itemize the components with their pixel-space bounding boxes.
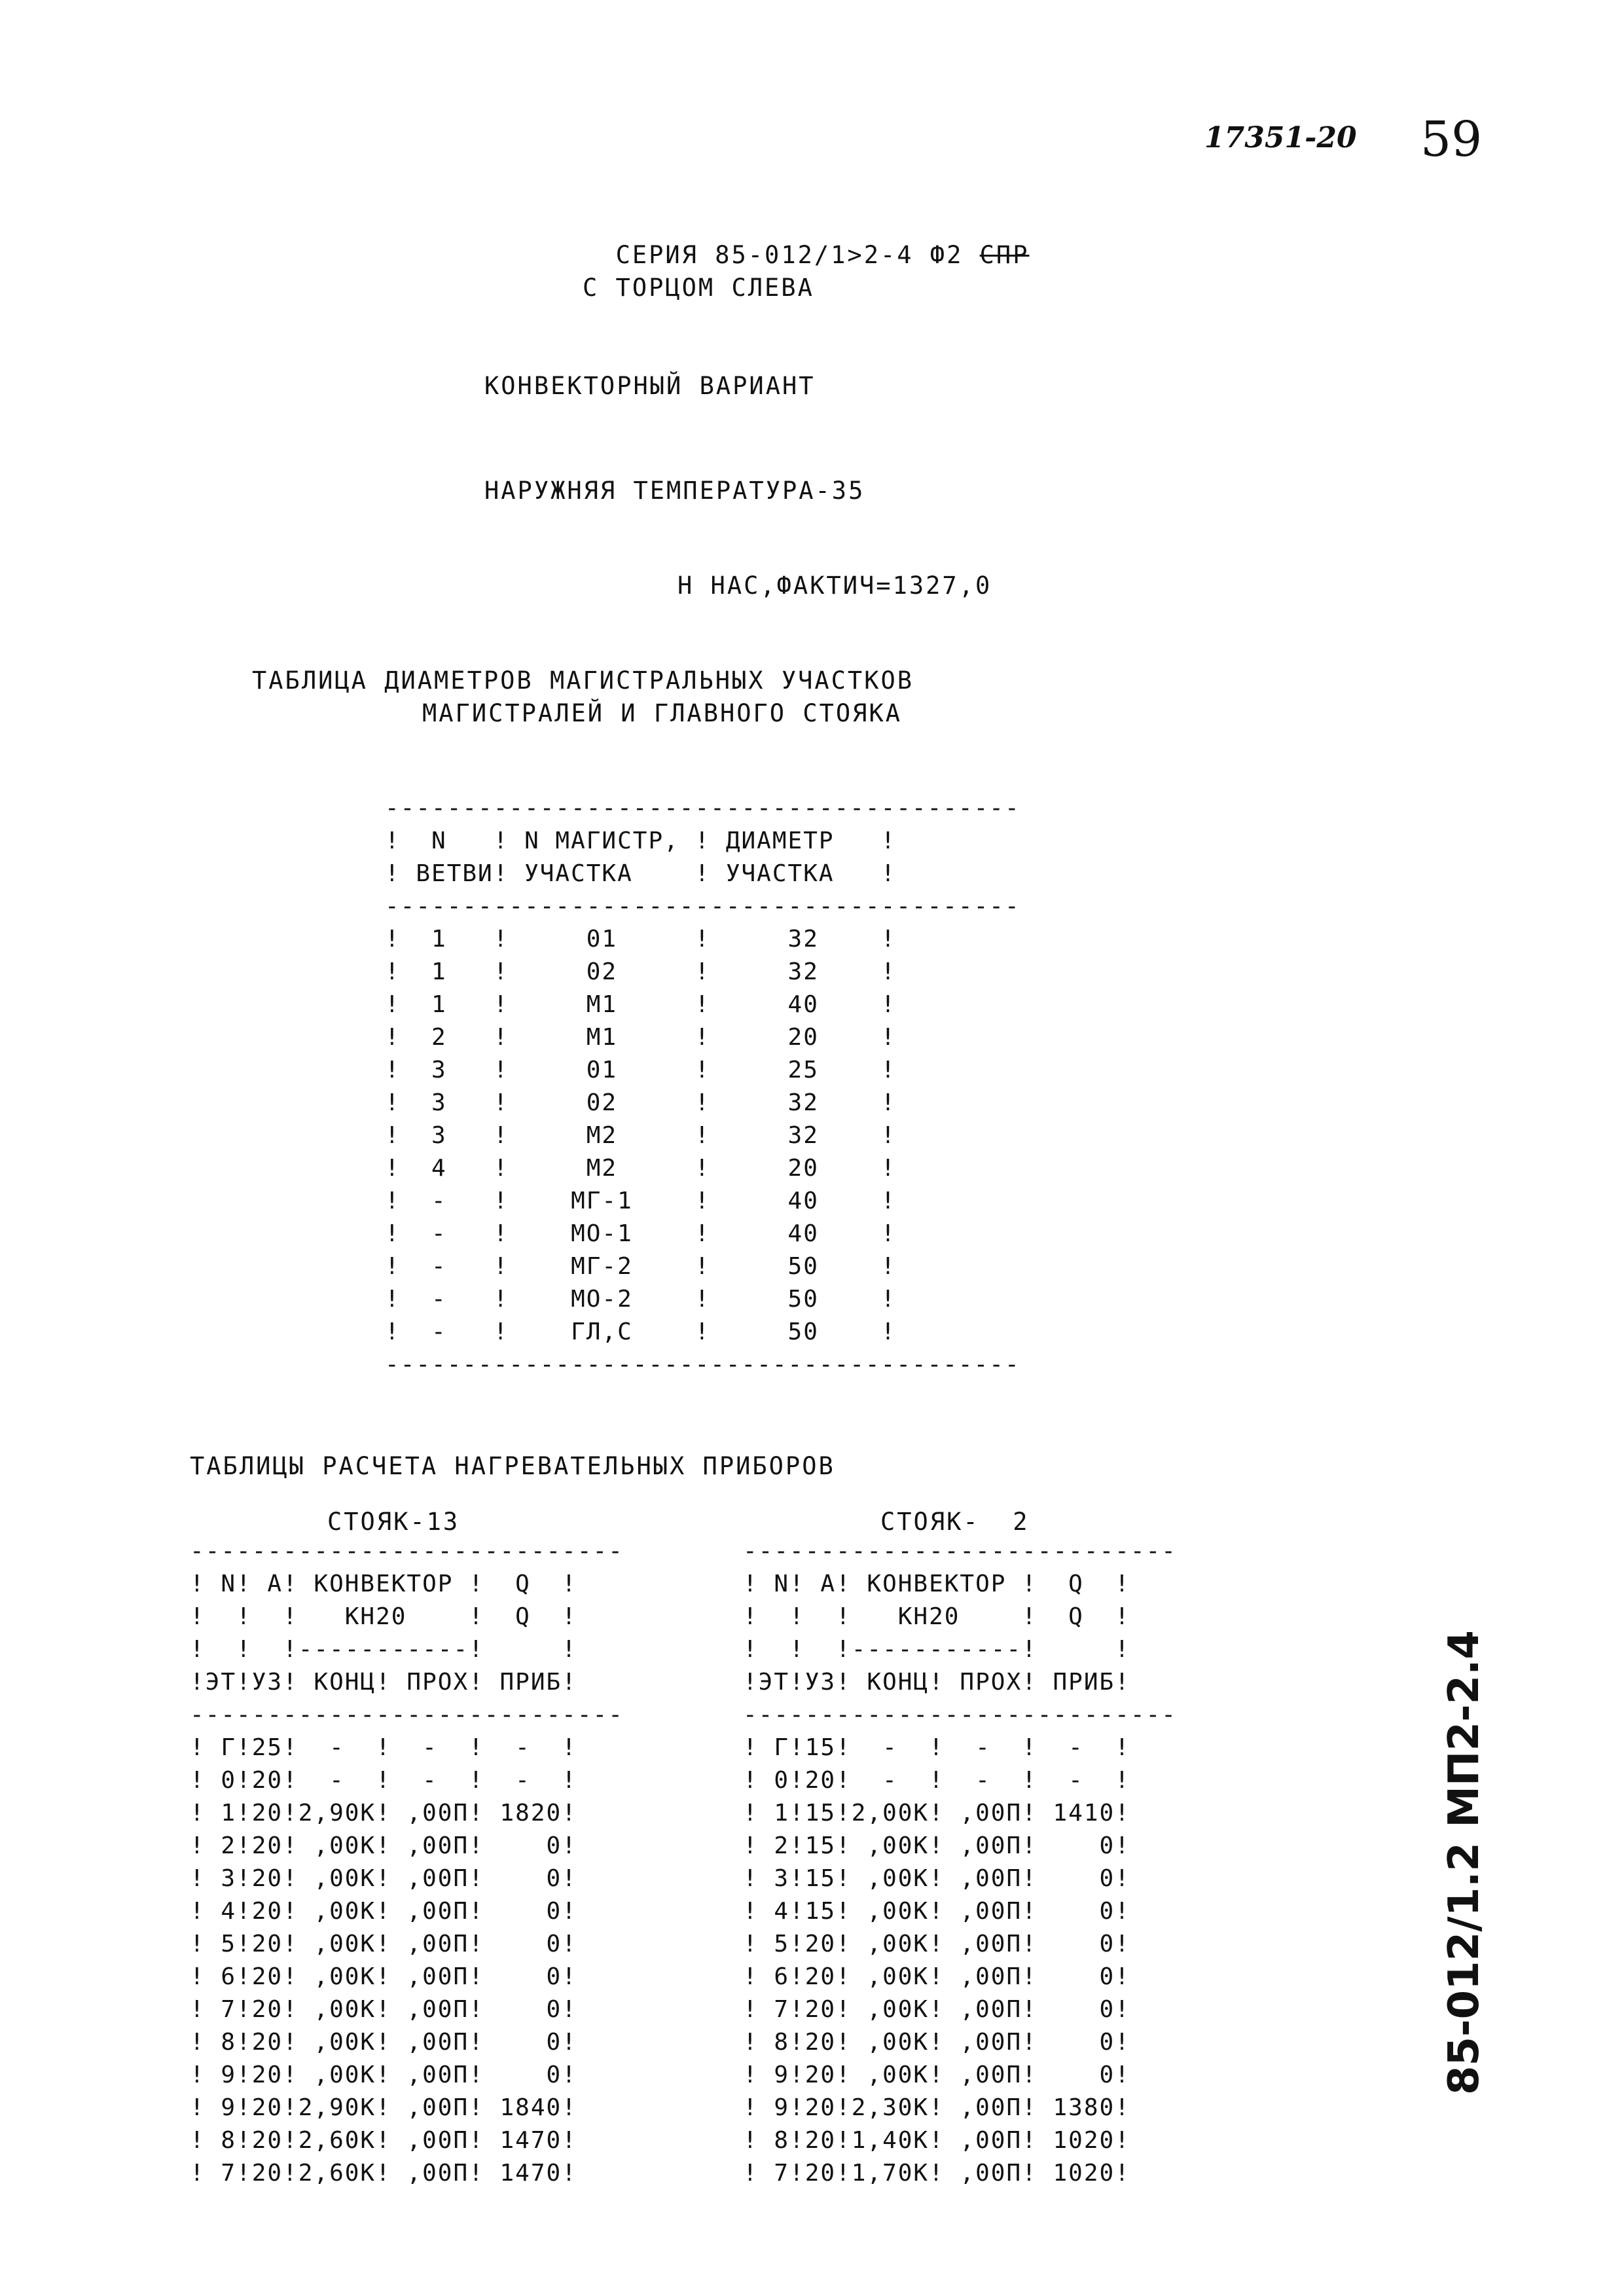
- series-struck-text: СПР: [979, 241, 1030, 269]
- table-row: ! - ! МО-1 ! 40 !: [385, 1220, 897, 1247]
- table-header-row: ! ! ! КН20 ! Q !: [190, 1603, 577, 1630]
- table-row: ! - ! МГ-2 ! 50 !: [385, 1253, 897, 1280]
- table-rule: ----------------------------: [743, 1701, 1177, 1728]
- table-row: ! 5!20! ,00К! ,00П! 0!: [190, 1931, 577, 1957]
- riser-right-table: [743, 1535, 1177, 2190]
- table-row: ! 1!15!2,00К! ,00П! 1410!: [743, 1800, 1130, 1827]
- table-header-row: !ЭТ!УЗ! КОНЦ! ПРОХ! ПРИБ!: [190, 1669, 577, 1696]
- diameter-table-heading-1: ТАБЛИЦА ДИАМЕТРОВ МАГИСТРАЛЬНЫХ УЧАСТКОВ: [252, 666, 914, 695]
- table-row: ! 3 ! 02 ! 32 !: [385, 1089, 897, 1116]
- table-row: ! 9!20! ,00К! ,00П! 0!: [190, 2062, 577, 2088]
- riser-left-title: СТОЯК-13: [327, 1508, 460, 1536]
- heaters-heading: ТАБЛИЦЫ РАСЧЕТА НАГРЕВАТЕЛЬНЫХ ПРИБОРОВ: [190, 1452, 835, 1480]
- riser-left-table: [190, 1535, 624, 2190]
- table-row: ! - ! ГЛ,С ! 50 !: [385, 1318, 897, 1345]
- table-rule: -----------------------------------------: [385, 1351, 1020, 1378]
- table-header-row: ! ! !-----------! !: [190, 1636, 577, 1663]
- table-row: ! 8!20!2,60К! ,00П! 1470!: [190, 2127, 577, 2154]
- table-header-row: ! N ! N МАГИСТР, ! ДИАМЕТР !: [385, 827, 897, 854]
- table-header-row: ! N! А! КОНВЕКТОР ! Q !: [743, 1571, 1130, 1597]
- table-row: ! 9!20!2,90К! ,00П! 1840!: [190, 2094, 577, 2121]
- table-row: ! 1 ! М1 ! 40 !: [385, 991, 897, 1018]
- riser-right-title: СТОЯК- 2: [880, 1508, 1030, 1536]
- table-header-row: !ЭТ!УЗ! КОНЦ! ПРОХ! ПРИБ!: [743, 1669, 1130, 1696]
- table-row: ! - ! МГ-1 ! 40 !: [385, 1188, 897, 1214]
- table-row: ! Г!15! - ! - ! - !: [743, 1734, 1130, 1761]
- table-row: ! 7!20! ,00К! ,00П! 0!: [743, 1996, 1130, 2023]
- table-row: ! 9!20!2,30К! ,00П! 1380!: [743, 2094, 1130, 2121]
- page-number: 59: [1420, 111, 1483, 168]
- table-rule: ----------------------------: [743, 1538, 1177, 1565]
- table-rule: -----------------------------------------: [385, 893, 1020, 920]
- table-row: ! 6!20! ,00К! ,00П! 0!: [190, 1963, 577, 1990]
- series-text: СЕРИЯ 85-012/1>2-4 Ф2: [615, 241, 980, 269]
- outdoor-temperature: НАРУЖНЯЯ ТЕМПЕРАТУРА-35: [484, 477, 865, 505]
- table-row: ! 2!15! ,00К! ,00П! 0!: [743, 1832, 1130, 1859]
- table-header-row: ! ! !-----------! !: [743, 1636, 1130, 1663]
- table-row: ! 1 ! 01 ! 32 !: [385, 926, 897, 953]
- table-row: ! 8!20! ,00К! ,00П! 0!: [190, 2029, 577, 2056]
- diameter-table-heading-2: МАГИСТРАЛЕЙ И ГЛАВНОГО СТОЯКА: [422, 699, 903, 727]
- diameter-table: [385, 792, 1020, 1381]
- table-row: ! Г!25! - ! - ! - !: [190, 1734, 577, 1761]
- table-row: ! 9!20! ,00К! ,00П! 0!: [743, 2062, 1130, 2088]
- table-header-row: ! ВЕТВИ! УЧАСТКА ! УЧАСТКА !: [385, 860, 897, 887]
- document-code: 17351-20: [1204, 121, 1357, 154]
- table-row: ! 7!20!1,70К! ,00П! 1020!: [743, 2160, 1130, 2187]
- table-row: ! 7!20!2,60К! ,00П! 1470!: [190, 2160, 577, 2187]
- table-row: ! 3!15! ,00К! ,00П! 0!: [743, 1865, 1130, 1892]
- table-row: ! 8!20!1,40К! ,00П! 1020!: [743, 2127, 1130, 2154]
- table-row: ! 2!20! ,00К! ,00П! 0!: [190, 1832, 577, 1859]
- table-row: ! 7!20! ,00К! ,00П! 0!: [190, 1996, 577, 2023]
- table-rule: -----------------------------------------: [385, 795, 1020, 822]
- table-row: ! 3!20! ,00К! ,00П! 0!: [190, 1865, 577, 1892]
- table-row: ! 2 ! М1 ! 20 !: [385, 1024, 897, 1051]
- table-row: ! 0!20! - ! - ! - !: [743, 1767, 1130, 1794]
- variant-label: КОНВЕКТОРНЫЙ ВАРИАНТ: [484, 372, 816, 400]
- table-row: ! 6!20! ,00К! ,00П! 0!: [743, 1963, 1130, 1990]
- table-row: ! - ! МО-2 ! 50 !: [385, 1286, 897, 1313]
- table-row: ! 1 ! 02 ! 32 !: [385, 958, 897, 985]
- subtitle: С ТОРЦОМ СЛЕВА: [583, 274, 814, 302]
- table-row: ! 8!20! ,00К! ,00П! 0!: [743, 2029, 1130, 2056]
- pressure-value: Н НАС,ФАКТИЧ=1327,0: [677, 572, 992, 600]
- table-row: ! 1!20!2,90К! ,00П! 1820!: [190, 1800, 577, 1827]
- table-header-row: ! ! ! КН20 ! Q !: [743, 1603, 1130, 1630]
- table-row: ! 0!20! - ! - ! - !: [190, 1767, 577, 1794]
- table-header-row: ! N! А! КОНВЕКТОР ! Q !: [190, 1571, 577, 1597]
- table-rule: ----------------------------: [190, 1701, 624, 1728]
- table-row: ! 3 ! М2 ! 32 !: [385, 1122, 897, 1149]
- series-line: [583, 206, 1029, 272]
- table-row: ! 3 ! 01 ! 25 !: [385, 1057, 897, 1083]
- table-rule: ----------------------------: [190, 1538, 624, 1565]
- table-row: ! 4 ! М2 ! 20 !: [385, 1155, 897, 1182]
- table-row: ! 5!20! ,00К! ,00П! 0!: [743, 1931, 1130, 1957]
- table-row: ! 4!15! ,00К! ,00П! 0!: [743, 1898, 1130, 1925]
- side-stamp: 85-012/1.2 МП2-2.4: [1440, 1630, 1489, 2095]
- table-row: ! 4!20! ,00К! ,00П! 0!: [190, 1898, 577, 1925]
